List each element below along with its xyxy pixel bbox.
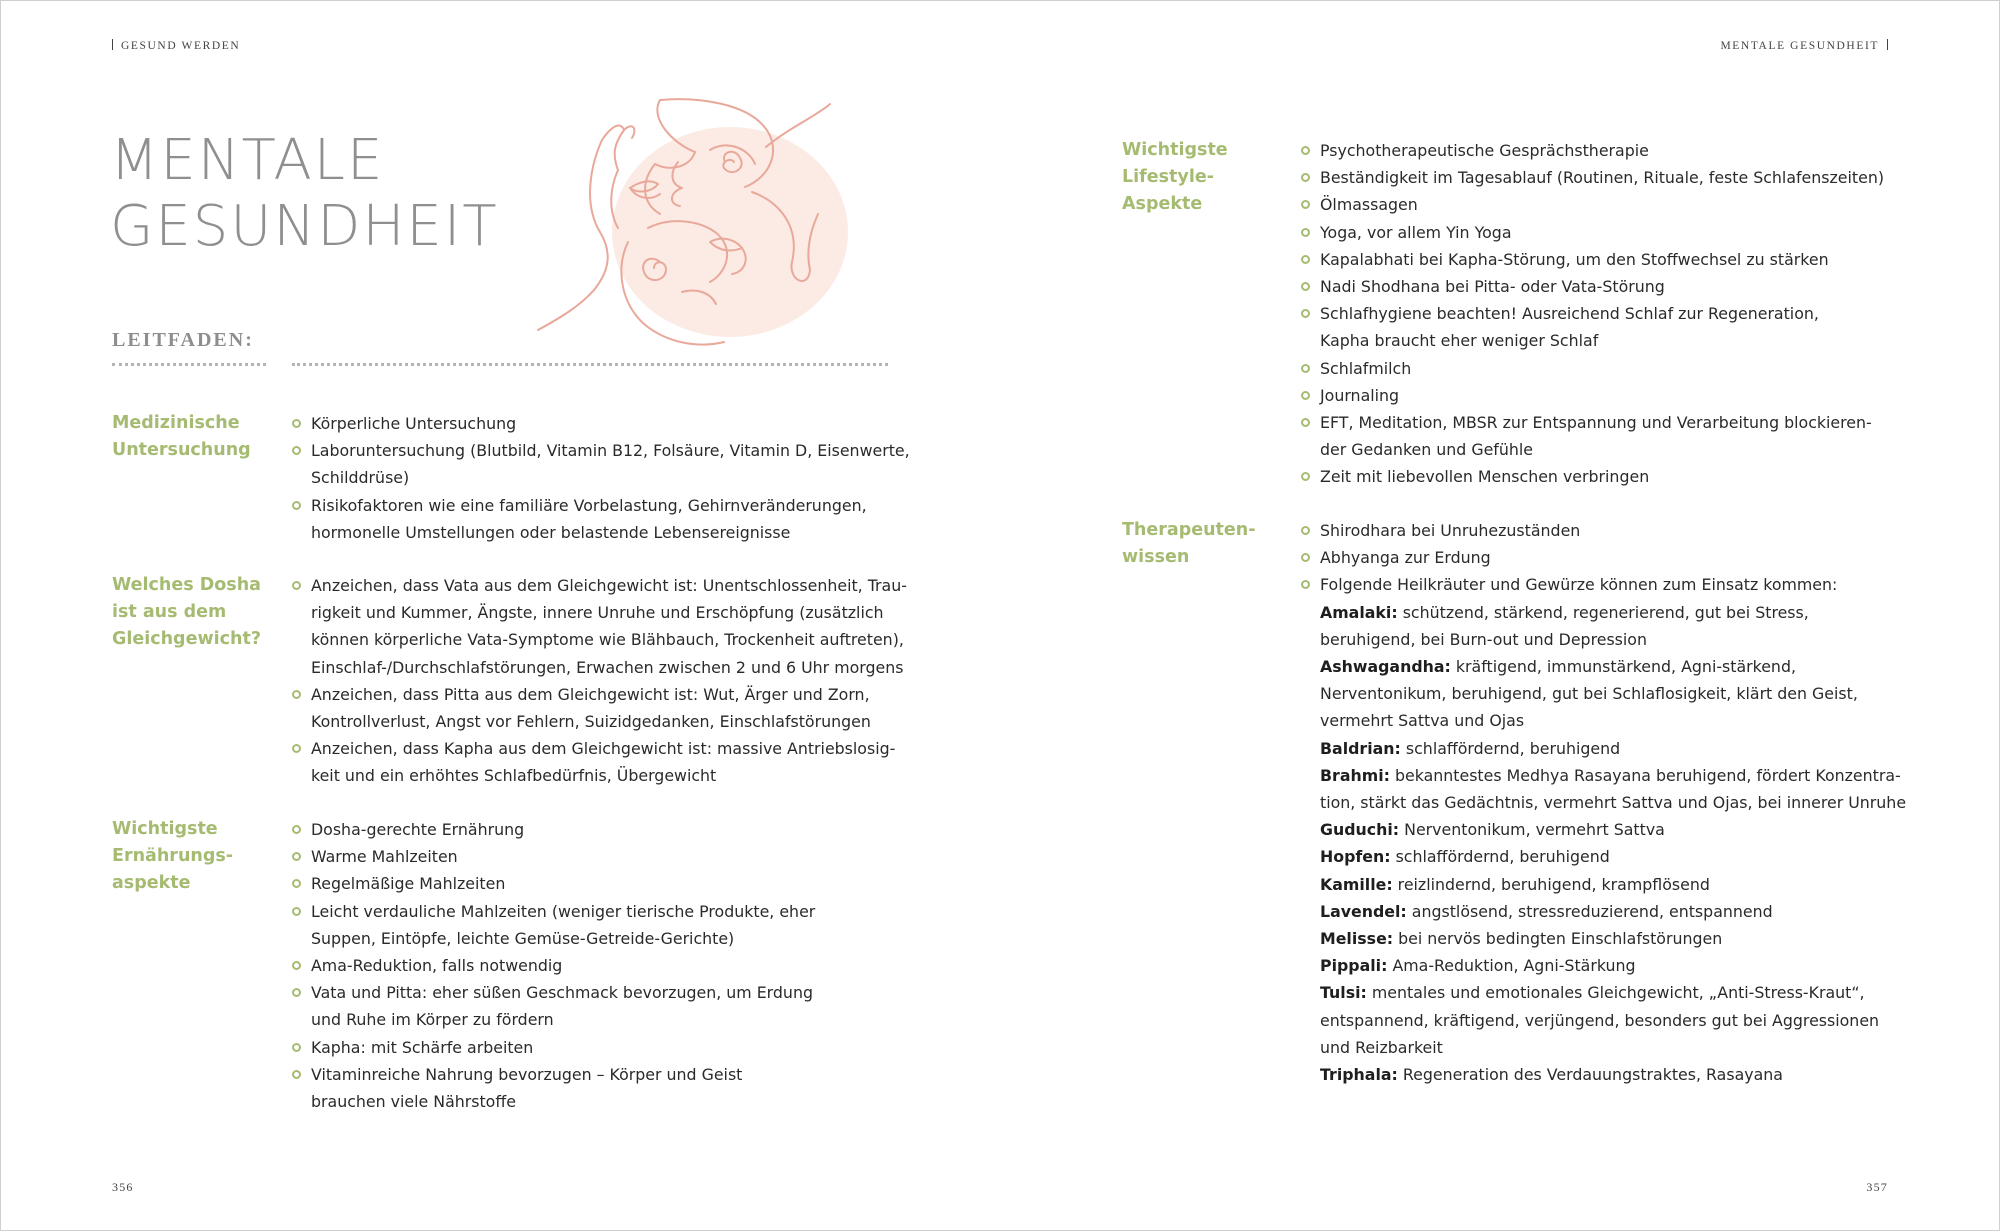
list-item-text: Vitaminreiche Nahrung bevorzugen – Körper und Geist: [311, 1064, 743, 1084]
herb-name: Hopfen:: [1320, 847, 1391, 867]
list-item-text: Ölmassagen: [1320, 195, 1418, 215]
circle-bullet-icon: [1301, 364, 1310, 373]
list-item: [292, 870, 815, 897]
list-item-text: der Gedanken und Gefühle: [1320, 440, 1534, 460]
herb-entry: [1301, 843, 1906, 870]
list-item: [1301, 382, 1884, 409]
circle-bullet-icon: [1301, 309, 1310, 318]
list-item-text: keit und ein erhöhtes Schlafbedürfnis, Übergewicht: [311, 766, 717, 786]
list-item: [292, 843, 815, 870]
circle-bullet-icon: [1301, 146, 1310, 155]
list-item-text: Dosha-gerechte Ernährung: [311, 820, 525, 839]
circle-bullet-icon: [292, 879, 301, 888]
herb-line: [1320, 952, 1906, 979]
herb-entry: [1301, 653, 1906, 735]
list-item-text: Zeit mit liebevollen Menschen verbringen: [1320, 467, 1650, 487]
herb-text: bei nervös bedingten Einschlafstörungen: [1398, 929, 1723, 949]
circle-bullet-icon: [1301, 200, 1310, 209]
herb-line: [1320, 762, 1906, 789]
pink-blob-shape: [612, 127, 848, 337]
running-head-left-text: GESUND WERDEN: [121, 40, 241, 52]
leitfaden-heading: LEITFADEN:: [112, 329, 254, 351]
list-item: [1301, 544, 1906, 571]
herb-text: vermehrt Sattva und Ojas: [1320, 711, 1525, 731]
list-item-text: Einschlaf-/Durchschlafstörungen, Erwachen zwischen 2 und 6 Uhr morgens: [311, 657, 904, 677]
list-item: [1301, 273, 1884, 300]
list-item-text: brauchen viele Nährstoffe: [311, 1092, 516, 1112]
list-item-text: Shirodhara bei Unruhezuständen: [1320, 521, 1581, 540]
list-item: [1301, 246, 1884, 273]
herb-text: schützend, stärkend, regenerierend, gut bei Stress,: [1402, 602, 1809, 622]
section-label-line: Therapeuten-: [1122, 520, 1256, 540]
herb-line: [1320, 653, 1906, 680]
page-number-left: 356: [112, 1180, 134, 1194]
bullet-list: [292, 410, 910, 546]
list-item: [292, 952, 815, 979]
circle-bullet-icon: [292, 446, 301, 455]
herb-line: [1320, 735, 1906, 762]
herb-text: Nerventonikum, vermehrt Sattva: [1404, 820, 1665, 840]
list-item-text: Journaling: [1320, 385, 1400, 405]
section-label-line: Ernährungs-: [112, 846, 234, 866]
herb-text: Nerventonikum, beruhigend, gut bei Schlaflosigkeit, klärt den Geist,: [1320, 684, 1858, 704]
section-label-line: wissen: [1122, 547, 1190, 567]
herb-entry: [1301, 1061, 1906, 1088]
circle-bullet-icon: [1301, 282, 1310, 291]
herb-text: schlaffördernd, beruhigend: [1395, 847, 1610, 867]
list-item-text: Anzeichen, dass Vata aus dem Gleichgewicht ist: Unentschlossenheit, Trau-: [311, 576, 907, 595]
herb-text: kräftigend, immunstärkend, Agni-stärkend,: [1455, 657, 1796, 677]
herb-text: tion, stärkt das Gedächtnis, vermehrt Sattva und Ojas, bei innerer Unruhe: [1320, 793, 1907, 813]
list-item: [292, 816, 815, 843]
herb-name: Baldrian:: [1320, 738, 1401, 758]
list-item: [292, 572, 907, 681]
herb-name: Melisse:: [1320, 929, 1394, 949]
section-label-line: Aspekte: [1122, 194, 1203, 214]
list-item: [1301, 517, 1906, 544]
herb-text: schlaffördernd, beruhigend: [1405, 738, 1621, 758]
list-item: [292, 681, 907, 735]
herb-line: [1320, 1061, 1906, 1088]
section-label: [1122, 517, 1282, 571]
herb-name: Ashwagandha:: [1320, 657, 1451, 677]
list-item: [292, 735, 907, 789]
list-item: [1301, 164, 1884, 191]
herb-text: und Reizbarkeit: [1320, 1037, 1443, 1057]
list-item-text: Folgende Heilkräuter und Gewürze können zum Einsatz kommen:: [1320, 575, 1838, 595]
list-item-text: EFT, Meditation, MBSR zur Entspannung und Verarbeitung blockieren-: [1320, 413, 1872, 433]
herb-entry: [1301, 762, 1906, 816]
list-item-text: Abhyanga zur Erdung: [1320, 548, 1491, 568]
list-item-text: Körperliche Untersuchung: [311, 414, 517, 433]
list-item-text: Kapalabhati bei Kapha-Störung, um den Stoffwechsel zu stärken: [1320, 249, 1829, 269]
page-title: [110, 128, 499, 260]
herb-text: Regeneration des Verdauungstraktes, Rasayana: [1402, 1065, 1783, 1085]
list-item-text: Schlafmilch: [1320, 358, 1412, 378]
circle-bullet-icon: [292, 852, 301, 861]
herb-text: reizlindernd, beruhigend, krampflösend: [1397, 874, 1710, 894]
section-label-line: Lifestyle-: [1122, 167, 1214, 187]
list-item: [292, 898, 815, 952]
list-item-text: Regelmäßige Mahlzeiten: [311, 874, 506, 894]
herb-entry: [1301, 898, 1906, 925]
section-label-line: Wichtigste: [112, 819, 218, 839]
circle-bullet-icon: [292, 988, 301, 997]
herb-text: bekanntestes Medhya Rasayana beruhigend, fördert Konzentra-: [1394, 765, 1901, 785]
list-item-text: Warme Mahlzeiten: [311, 847, 458, 867]
circle-bullet-icon: [292, 907, 301, 916]
list-item-text: Anzeichen, dass Kapha aus dem Gleichgewicht ist: massive Antriebslosig-: [311, 739, 896, 759]
herb-name: Brahmi:: [1320, 765, 1390, 785]
circle-bullet-icon: [1301, 553, 1310, 562]
list-item-text: Psychotherapeutische Gesprächstherapie: [1320, 141, 1649, 160]
herb-name: Amalaki:: [1320, 602, 1398, 622]
circle-bullet-icon: [1301, 526, 1310, 535]
circle-bullet-icon: [1301, 418, 1310, 427]
list-item: [1301, 219, 1884, 246]
circle-bullet-icon: [292, 1070, 301, 1079]
list-item-text: und Ruhe im Körper zu fördern: [311, 1010, 554, 1030]
section-label-line: ist aus dem: [112, 602, 227, 622]
line-art-faces-illustration: [520, 92, 850, 354]
circle-bullet-icon: [292, 1043, 301, 1052]
running-head-right-text: MENTALE GESUNDHEIT: [1720, 40, 1879, 52]
list-item: [1301, 300, 1884, 354]
section-label-line: Wichtigste: [1122, 140, 1228, 160]
herb-text: angstlösend, stressreduzierend, entspannend: [1411, 901, 1773, 921]
circle-bullet-icon: [292, 581, 301, 590]
herb-line: [1320, 599, 1906, 626]
list-item-text: Beständigkeit im Tagesablauf (Routinen, Rituale, feste Schlafenszeiten): [1320, 168, 1885, 188]
section-label: [1122, 137, 1282, 218]
herb-name: Tulsi:: [1320, 983, 1367, 1003]
herb-text: mentales und emotionales Gleichgewicht, „Anti-Stress-Kraut“,: [1371, 983, 1865, 1003]
list-item-text: Anzeichen, dass Pitta aus dem Gleichgewicht ist: Wut, Ärger und Zorn,: [311, 684, 870, 704]
herb-entry: [1301, 979, 1906, 1061]
list-item-text: Laboruntersuchung (Blutbild, Vitamin B12, Folsäure, Vitamin D, Eisenwerte,: [311, 441, 910, 461]
herb-entry: [1301, 925, 1906, 952]
section-label: [112, 410, 272, 464]
list-item-text: hormonelle Umstellungen oder belastende Lebensereignisse: [311, 522, 791, 542]
herb-line: [1320, 898, 1906, 925]
title-line-1: MENTALE: [110, 128, 385, 193]
list-item: [1301, 463, 1884, 490]
bullet-list: [292, 816, 815, 1115]
section-label-line: Medizinische: [112, 413, 240, 433]
herb-line: [1320, 843, 1906, 870]
list-item: [292, 1034, 815, 1061]
list-item-text: Schlafhygiene beachten! Ausreichend Schlaf zur Regeneration,: [1320, 304, 1819, 324]
dotted-divider-left: [112, 363, 266, 366]
dotted-divider-right: [292, 363, 888, 366]
list-item-text: Yoga, vor allem Yin Yoga: [1320, 222, 1512, 242]
section-label-line: aspekte: [112, 873, 191, 893]
page-number-right: 357: [1866, 1180, 1888, 1194]
section-label-line: Welches Dosha: [112, 575, 261, 595]
circle-bullet-icon: [1301, 255, 1310, 264]
herb-name: Kamille:: [1320, 874, 1393, 894]
herb-entry: [1301, 735, 1906, 762]
herb-line: [1320, 979, 1906, 1006]
list-item-text: können körperliche Vata-Symptome wie Blähbauch, Trockenheit auftreten),: [311, 630, 904, 650]
section-label-line: Gleichgewicht?: [112, 629, 261, 649]
bullet-list: [1301, 137, 1884, 491]
herb-text: beruhigend, bei Burn-out und Depression: [1320, 629, 1647, 649]
list-item: [1301, 137, 1884, 164]
list-item: [1301, 571, 1906, 598]
running-head-left: [112, 39, 240, 52]
list-item-text: Suppen, Eintöpfe, leichte Gemüse-Getreide-Gerichte): [311, 928, 735, 948]
list-item: [292, 492, 910, 546]
circle-bullet-icon: [1301, 391, 1310, 400]
circle-bullet-icon: [292, 501, 301, 510]
list-item: [1301, 409, 1884, 463]
herb-text: entspannend, kräftigend, verjüngend, besonders gut bei Aggressionen: [1320, 1010, 1880, 1030]
herb-entry: [1301, 816, 1906, 843]
herb-name: Lavendel:: [1320, 901, 1407, 921]
section-label: [112, 572, 272, 653]
herb-text: Ama-Reduktion, Agni-Stärkung: [1392, 956, 1636, 976]
list-item-text: Kapha: mit Schärfe arbeiten: [311, 1037, 534, 1057]
running-head-right: [1720, 39, 1888, 52]
herb-name: Guduchi:: [1320, 820, 1400, 840]
list-item: [292, 437, 910, 491]
list-item: [292, 979, 815, 1033]
section-label-line: Untersuchung: [112, 440, 251, 460]
running-head-rule: [112, 39, 113, 50]
list-item-text: Vata und Pitta: eher süßen Geschmack bevorzugen, um Erdung: [311, 983, 813, 1003]
herb-entry: [1301, 871, 1906, 898]
circle-bullet-icon: [292, 744, 301, 753]
list-item-text: Kapha braucht eher weniger Schlaf: [1320, 331, 1599, 351]
list-item-text: Risikofaktoren wie eine familiäre Vorbelastung, Gehirnveränderungen,: [311, 495, 867, 515]
list-item: [1301, 191, 1884, 218]
list-item-text: Leicht verdauliche Mahlzeiten (weniger tierische Produkte, eher: [311, 901, 816, 921]
herb-line: [1320, 925, 1906, 952]
list-item: [292, 1061, 815, 1115]
herb-name: Pippali:: [1320, 956, 1388, 976]
herb-name: Triphala:: [1320, 1065, 1398, 1085]
list-item: [1301, 355, 1884, 382]
section-label: [112, 816, 272, 897]
bullet-list: [292, 572, 907, 790]
circle-bullet-icon: [292, 419, 301, 428]
herb-line: [1320, 816, 1906, 843]
circle-bullet-icon: [1301, 472, 1310, 481]
herb-line: [1320, 871, 1906, 898]
circle-bullet-icon: [292, 961, 301, 970]
list-item: [292, 410, 910, 437]
title-line-2: GESUNDHEIT: [110, 194, 499, 259]
circle-bullet-icon: [292, 690, 301, 699]
list-item-text: Schilddrüse): [311, 468, 410, 488]
circle-bullet-icon: [1301, 580, 1310, 589]
list-item-text: Nadi Shodhana bei Pitta- oder Vata-Störung: [1320, 277, 1665, 297]
herb-entry: [1301, 952, 1906, 979]
bullet-list: [1301, 517, 1906, 1088]
list-item-text: rigkeit und Kummer, Ängste, innere Unruhe und Erschöpfung (zusätzlich: [311, 603, 884, 623]
circle-bullet-icon: [292, 825, 301, 834]
list-item-text: Kontrollverlust, Angst vor Fehlern, Suizidgedanken, Einschlafstörungen: [311, 712, 871, 732]
list-item-text: Ama-Reduktion, falls notwendig: [311, 956, 563, 976]
herb-entry: [1301, 599, 1906, 653]
circle-bullet-icon: [1301, 228, 1310, 237]
running-head-rule: [1887, 39, 1888, 50]
circle-bullet-icon: [1301, 173, 1310, 182]
